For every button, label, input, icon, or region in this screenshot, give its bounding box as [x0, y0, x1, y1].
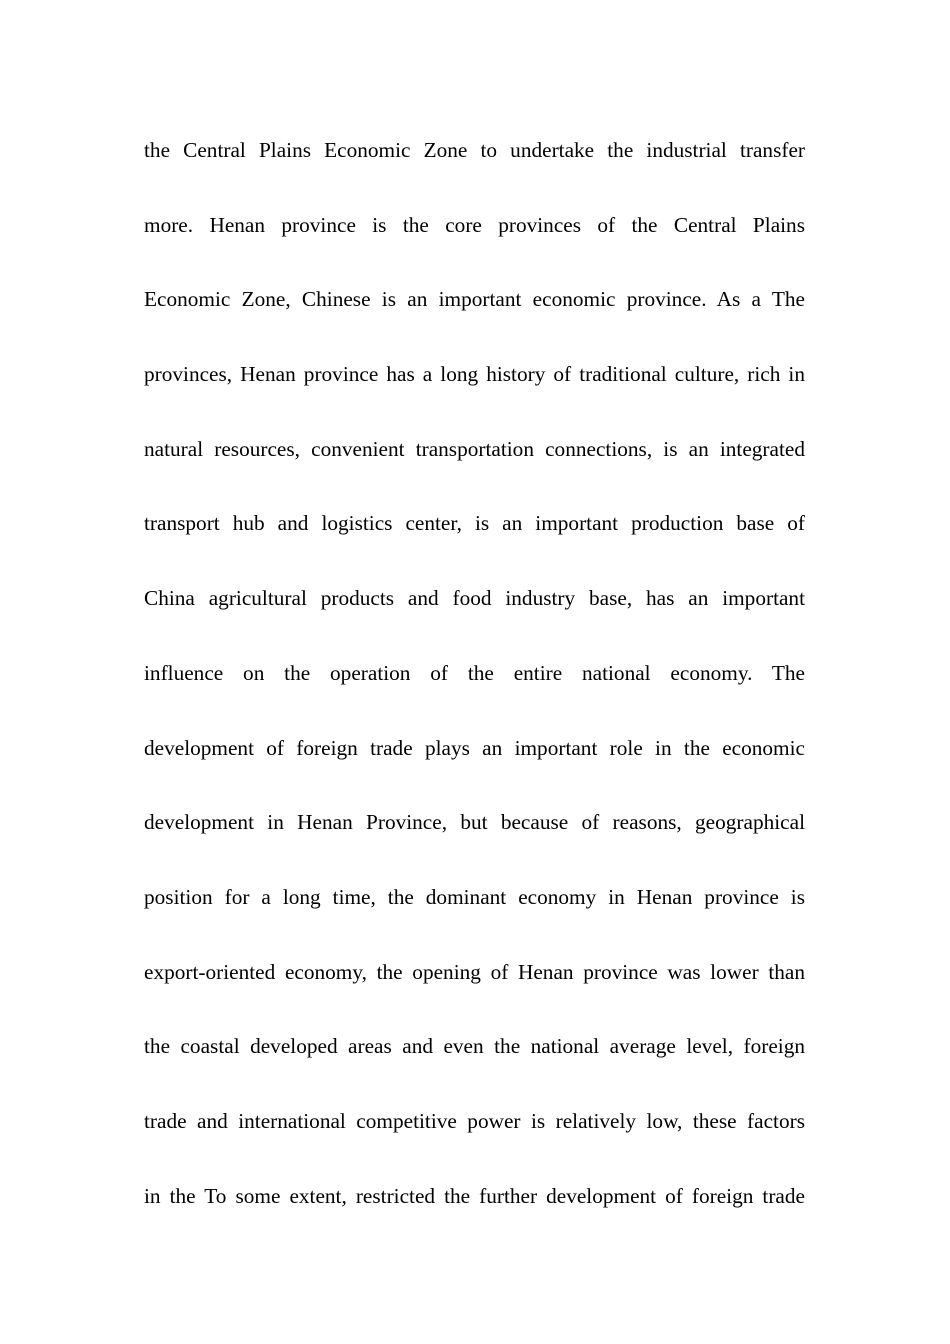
text-line: export-oriented economy, the opening of Henan province was lower than — [144, 959, 805, 984]
text-line: Economic Zone, Chinese is an important economic province. As a The — [144, 287, 805, 312]
text-line: China agricultural products and food industry base, has an important — [144, 586, 805, 611]
text-line: natural resources, convenient transportation connections, is an integrated — [144, 436, 805, 461]
text-line: more. Henan province is the core provinces of the Central Plains — [144, 212, 805, 237]
text-line: provinces, Henan province has a long history of traditional culture, rich in — [144, 362, 805, 387]
text-line: the coastal developed areas and even the national average level, foreign — [144, 1034, 805, 1059]
text-line: transport hub and logistics center, is an important production base of — [144, 511, 805, 536]
text-line: influence on the operation of the entire national economy. The — [144, 660, 805, 685]
text-line: trade and international competitive power is relatively low, these factors — [144, 1108, 805, 1133]
text-line: development in Henan Province, but because of reasons, geographical — [144, 810, 805, 835]
text-line: position for a long time, the dominant economy in Henan province is — [144, 884, 805, 909]
text-line: development of foreign trade plays an important role in the economic — [144, 735, 805, 760]
body-paragraph — [144, 138, 805, 1258]
text-line: the Central Plains Economic Zone to undertake the industrial transfer — [144, 138, 805, 162]
text-line: in the To some extent, restricted the further development of foreign trade — [144, 1183, 805, 1208]
